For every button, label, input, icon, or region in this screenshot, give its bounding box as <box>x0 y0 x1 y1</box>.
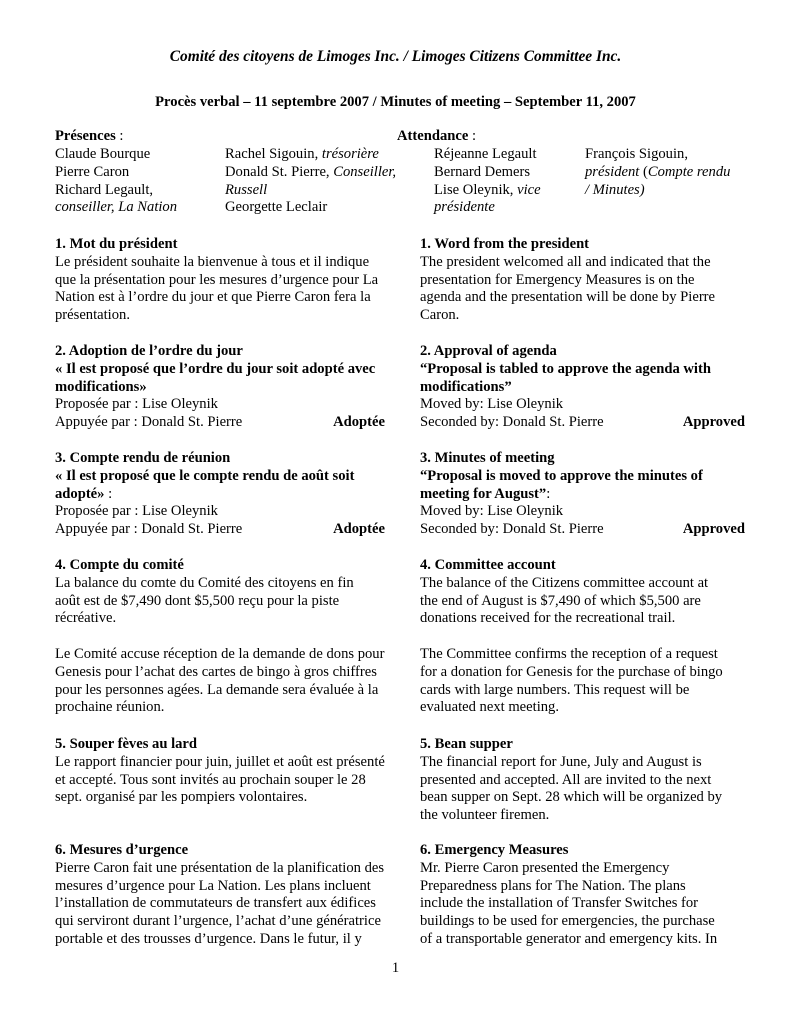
section-text: agenda and the presentation will be done by Pierre <box>420 289 716 306</box>
motion-text: adopté» <box>55 485 105 502</box>
section-text: evaluated next meeting. <box>420 699 559 716</box>
attendance-label-en-text: Attendance <box>397 128 469 144</box>
motion-line <box>420 486 750 504</box>
section-6-fr <box>55 842 411 949</box>
seconded-by: Appuyée par : Donald St. Pierre <box>55 521 243 538</box>
section-text: prochaine réunion. <box>55 699 165 716</box>
section-2-fr <box>55 343 411 432</box>
section-text: portable et des trousses d’urgence. Dans le futur, il y <box>55 930 362 947</box>
section-1-fr <box>55 236 411 325</box>
section-text: buildings to be used for emergencies, the purchase <box>420 913 715 930</box>
section-text: Pierre Caron fait une présentation de la planification des <box>55 859 385 876</box>
attendee: Richard Legault, <box>55 181 154 198</box>
attendance-label-en-sep: : <box>468 128 477 144</box>
section-5-fr <box>55 736 411 807</box>
section-text: presented and accepted. All are invited to the next <box>420 771 712 788</box>
attendee-line <box>225 146 396 164</box>
attendee-line <box>585 164 730 182</box>
motion-text: « Il est proposé que le compte rendu de août soit <box>55 467 355 484</box>
section-text: Preparedness plans for The Nation. The plans <box>420 877 686 894</box>
section-3-fr <box>55 450 411 539</box>
seconded-by: Seconded by: Donald St. Pierre <box>420 521 604 538</box>
motion-text: modifications” <box>420 378 512 395</box>
seconded-by: Seconded by: Donald St. Pierre <box>420 414 604 431</box>
motion-text: modifications» <box>55 378 147 395</box>
section-text: et accepté. Tous sont invités au prochain souper le 28 <box>55 771 366 788</box>
attendee-role: président <box>585 163 640 180</box>
moved-by: Moved by: Lise Oleynik <box>420 396 564 413</box>
motion-result: Approved <box>682 521 745 538</box>
section-text: Le rapport financier pour juin, juillet et août est présenté <box>55 753 385 770</box>
section-text: Le Comité accuse réception de la demande de dons pour <box>55 646 385 662</box>
section-text: Mr. Pierre Caron presented the Emergency <box>420 859 670 876</box>
section-text: Genesis pour l’achat des cartes de bingo à gros chiffres <box>55 663 377 680</box>
section-4-en <box>420 557 750 628</box>
seconded-by: Appuyée par : Donald St. Pierre <box>55 414 243 431</box>
document-subtitle: Procès verbal – 11 septembre 2007 / Minutes of meeting – September 11, 2007 <box>155 94 636 110</box>
section-text: the end of August is $7,490 of which $5,500 are <box>420 592 701 609</box>
attendee: Pierre Caron <box>55 163 130 180</box>
section-text: présentation. <box>55 307 130 324</box>
attendance-column-1 <box>55 146 177 217</box>
section-text: qui serviront durant l’urgence, l’achat d’une génératrice <box>55 913 381 930</box>
section-text: La balance du comte du Comité des citoyens en fin <box>55 574 354 591</box>
attendee-role: Conseiller, <box>333 163 397 180</box>
attendee-line <box>434 182 541 200</box>
moved-by: Proposée par : Lise Oleynik <box>55 396 218 413</box>
section-text: The president welcomed all and indicated that the <box>420 253 711 270</box>
section-4-en-paragraph-2 <box>420 646 750 717</box>
motion-text: « Il est proposé que l’ordre du jour soit adopté avec <box>55 360 376 377</box>
section-text: mesures d’urgence pour La Nation. Les plans incluent <box>55 877 371 894</box>
attendee: Donald St. Pierre, <box>225 163 330 180</box>
section-text: include the installation of Transfer Switches for <box>420 895 699 912</box>
section-heading: 3. Minutes of meeting <box>420 450 555 466</box>
section-text: cards with large numbers. This request will be <box>420 681 690 698</box>
attendee: Lise Oleynik, <box>434 181 514 198</box>
section-heading: 1. Mot du président <box>55 236 178 252</box>
section-2-en <box>420 343 750 432</box>
attendance-column-3 <box>434 146 541 217</box>
attendee: Georgette Leclair <box>225 199 328 216</box>
moved-by: Moved by: Lise Oleynik <box>420 503 564 520</box>
section-4-fr <box>55 557 411 628</box>
motion-text: “Proposal is tabled to approve the agenda with <box>420 360 711 377</box>
section-heading: 5. Bean supper <box>420 736 513 752</box>
attendee: Rachel Sigouin, <box>225 146 319 162</box>
section-text: récréative. <box>55 610 117 627</box>
section-text: sept. organisé par les pompiers volontaires. <box>55 789 308 806</box>
motion-line <box>55 486 411 504</box>
section-text: donations received for the recreational trail. <box>420 610 676 627</box>
motion-text-tail: : <box>546 485 551 502</box>
section-text: Nation est à l’ordre du jour et que Pierre Caron fera la <box>55 289 371 306</box>
section-heading: 2. Approval of agenda <box>420 343 557 359</box>
section-text: pour les personnes agées. La demande sera évaluée à la <box>55 681 379 698</box>
section-text: presentation for Emergency Measures is on the <box>420 271 695 288</box>
attendance-label-fr <box>55 128 123 146</box>
section-heading: 4. Committee account <box>420 557 556 573</box>
section-heading: 2. Adoption de l’ordre du jour <box>55 343 243 359</box>
section-text: The balance of the Citizens committee account at <box>420 574 709 591</box>
seconded-row <box>420 521 745 539</box>
section-text: août est de $7,490 dont $5,500 reçu pour la piste <box>55 592 340 609</box>
section-text: bean supper on Sept. 28 which will be organized by <box>420 789 723 806</box>
attendee-role: vice <box>517 181 541 198</box>
seconded-row <box>55 414 385 432</box>
section-heading: 6. Emergency Measures <box>420 842 569 858</box>
attendee-role: Compte rendu <box>647 163 731 180</box>
motion-text: “Proposal is moved to approve the minutes of <box>420 467 703 484</box>
motion-result: Approved <box>682 414 745 431</box>
attendee: François Sigouin, <box>585 146 688 162</box>
section-5-en <box>420 736 750 825</box>
section-heading: 5. Souper fèves au lard <box>55 736 198 752</box>
attendee: Bernard Demers <box>434 163 531 180</box>
section-text: of a transportable generator and emergency kits. In <box>420 930 718 947</box>
section-heading: 3. Compte rendu de réunion <box>55 450 231 466</box>
motion-result: Adoptée <box>333 414 385 431</box>
attendance-label-fr-text: Présences <box>55 128 116 144</box>
attendee: Claude Bourque <box>55 146 151 162</box>
attendee-role: Russell <box>225 181 268 198</box>
section-heading: 1. Word from the president <box>420 236 590 252</box>
attendee-role: conseiller, La Nation <box>55 199 178 216</box>
motion-text-tail: : <box>104 485 113 502</box>
attendee-line <box>225 164 396 182</box>
section-1-en <box>420 236 750 325</box>
section-heading: 6. Mesures d’urgence <box>55 842 189 858</box>
section-text: for a donation for Genesis for the purchase of bingo <box>420 663 723 680</box>
section-6-en <box>420 842 750 949</box>
motion-result: Adoptée <box>333 521 385 538</box>
section-3-en <box>420 450 750 539</box>
section-heading: 4. Compte du comité <box>55 557 184 573</box>
attendee-role: / Minutes) <box>585 181 645 198</box>
seconded-row <box>55 521 385 539</box>
section-text: Le président souhaite la bienvenue à tous et il indique <box>55 253 370 270</box>
attendee-role-paren: ( <box>642 163 648 180</box>
seconded-row <box>420 414 745 432</box>
section-4-fr-paragraph-2 <box>55 646 411 717</box>
attendee: Réjeanne Legault <box>434 146 537 162</box>
section-text: The financial report for June, July and August is <box>420 753 702 770</box>
motion-text: meeting for August” <box>420 485 547 502</box>
attendance-label-en <box>397 128 476 146</box>
document-title: Comité des citoyens de Limoges Inc. / Limoges Citizens Committee Inc. <box>169 48 622 65</box>
moved-by: Proposée par : Lise Oleynik <box>55 503 218 520</box>
attendee-role: présidente <box>434 199 495 216</box>
attendance-label-fr-sep: : <box>115 128 124 144</box>
section-text: Caron. <box>420 307 460 324</box>
attendance-column-2 <box>225 146 396 217</box>
page-number: 1 <box>391 960 400 976</box>
section-text: the volunteer firemen. <box>420 807 550 824</box>
section-text: que la présentation pour les mesures d’urgence pour La <box>55 271 379 288</box>
attendance-column-4 <box>585 146 730 199</box>
attendee-role: trésorière <box>321 146 379 162</box>
section-text: l’installation de commutateurs de transfert aux édifices <box>55 895 376 912</box>
section-text: The Committee confirms the reception of a request <box>420 646 718 662</box>
